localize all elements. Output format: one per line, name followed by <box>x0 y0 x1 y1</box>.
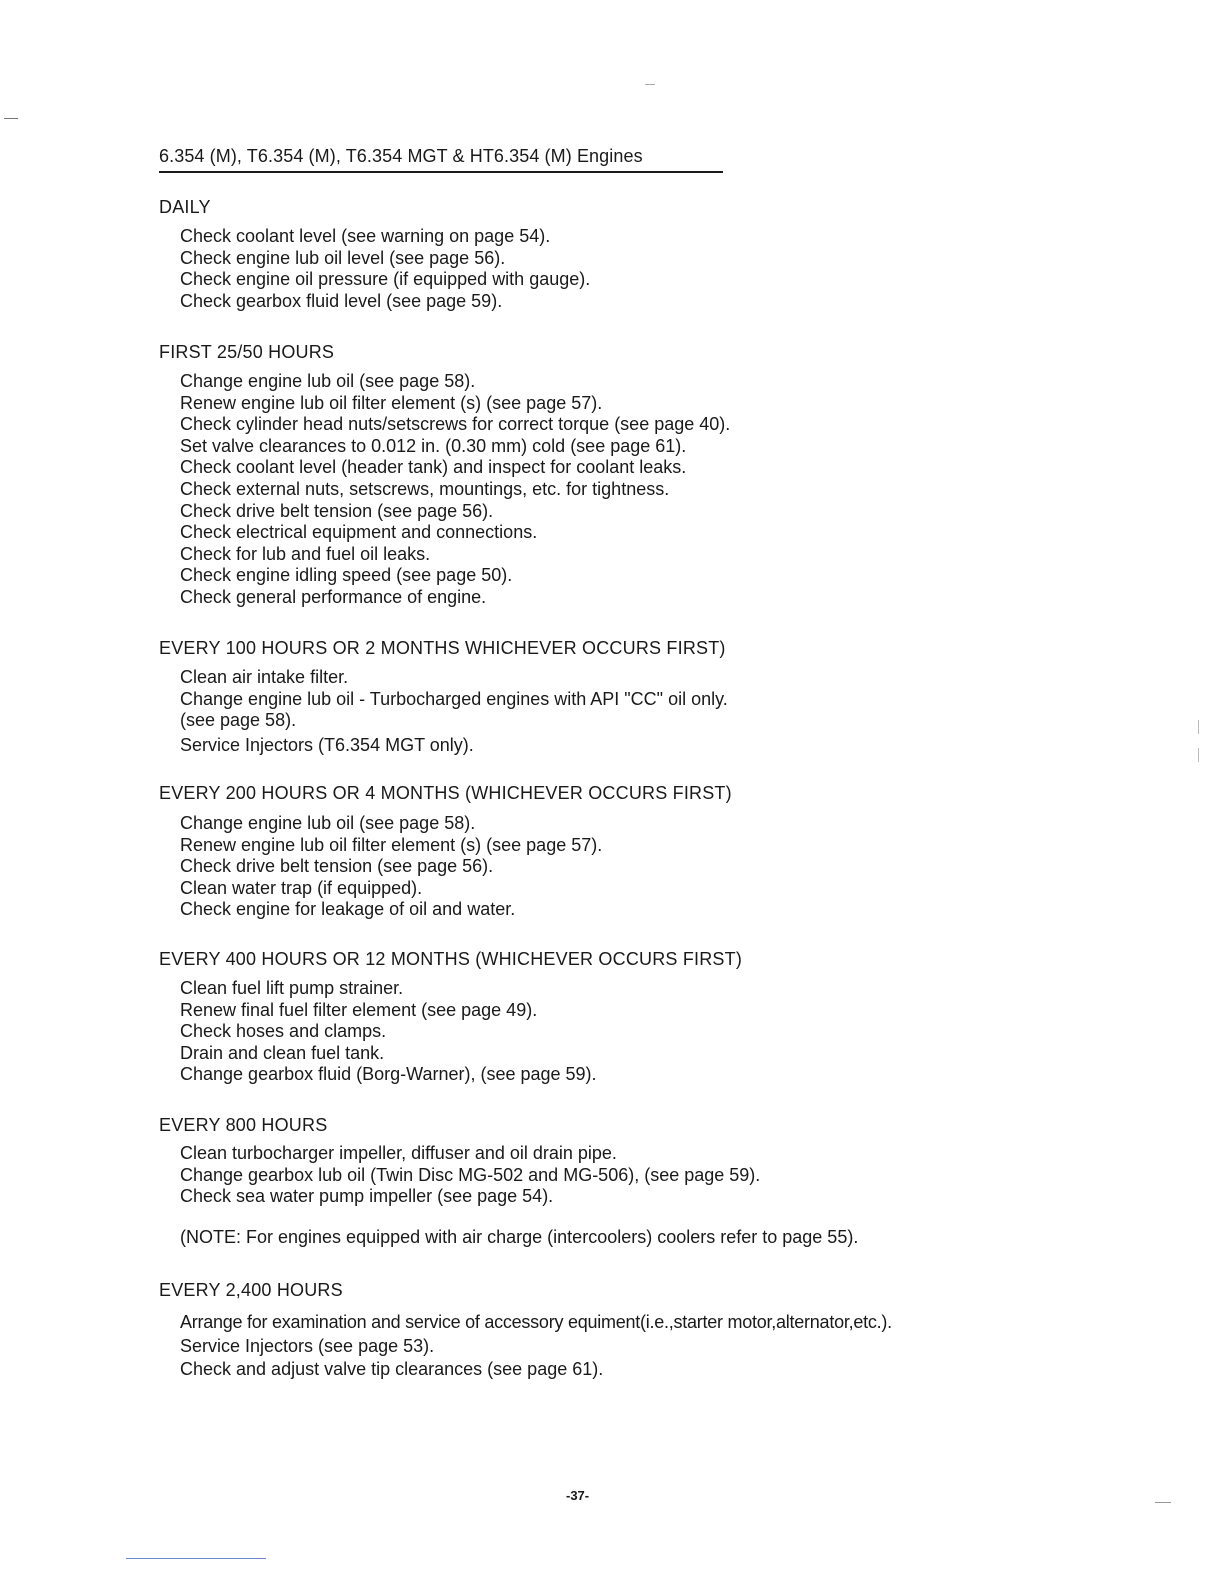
list-item: Check for lub and fuel oil leaks. <box>180 543 431 564</box>
section-list-every-800-hours <box>180 1143 760 1208</box>
section-list-daily <box>180 226 590 312</box>
list-item: Check general performance of engine. <box>180 586 487 607</box>
list-item: Drain and clean fuel tank. <box>180 1042 385 1063</box>
list-item: Check cylinder head nuts/setscrews for correct torque (see page 40). <box>180 414 731 435</box>
page-number: -37- <box>566 1488 590 1503</box>
list-item: Arrange for examination and service of accessory equiment(i.e.,starter motor,alternator,etc.). <box>180 1312 892 1332</box>
section-list-every-2400-hours <box>180 1311 892 1382</box>
section-list-every-100-hours <box>180 667 728 756</box>
list-item: Check coolant level (see warning on page 54). <box>180 226 551 246</box>
list-item: Renew engine lub oil filter element (s) (see page 57). <box>180 392 603 413</box>
list-item: Check engine lub oil level (see page 56). <box>180 247 506 268</box>
list-item: Check coolant level (header tank) and inspect for coolant leaks. <box>180 457 687 478</box>
scan-artifact <box>4 118 18 119</box>
scan-artifact <box>1155 1502 1171 1503</box>
list-item: Check drive belt tension (see page 56). <box>180 856 494 877</box>
section-list-first-25-50-hours <box>180 371 730 609</box>
list-item: Check engine for leakage of oil and water. <box>180 899 516 920</box>
list-item: (see page 58). <box>180 710 297 731</box>
list-item: Change gearbox lub oil (Twin Disc MG-502 and MG-506), (see page 59). <box>180 1164 761 1185</box>
list-item: Service Injectors (see page 53). <box>180 1335 435 1356</box>
list-item: Clean air intake filter. <box>180 667 349 687</box>
section-heading-every-400-hours: EVERY 400 HOURS OR 12 MONTHS (WHICHEVER OCCURS FIRST) <box>159 949 743 969</box>
section-heading-every-2400-hours: EVERY 2,400 HOURS <box>159 1280 343 1300</box>
title-underline <box>159 171 723 173</box>
footer-rule <box>126 1558 266 1559</box>
scan-artifact <box>1198 748 1199 762</box>
page-title: 6.354 (M), T6.354 (M), T6.354 MGT & HT6.354 (M) Engines <box>159 146 643 166</box>
list-item: Check gearbox fluid level (see page 59). <box>180 290 503 311</box>
list-item: Check drive belt tension (see page 56). <box>180 500 494 521</box>
list-item: Check sea water pump impeller (see page 54). <box>180 1186 554 1207</box>
section-heading-every-100-hours: EVERY 100 HOURS OR 2 MONTHS WHICHEVER OCCURS FIRST) <box>159 638 726 658</box>
list-item: Check engine idling speed (see page 50). <box>180 565 513 586</box>
list-item: Renew engine lub oil filter element (s) (see page 57). <box>180 834 603 855</box>
list-item: Renew final fuel filter element (see page 49). <box>180 999 538 1020</box>
list-item: Change engine lub oil (see page 58). <box>180 813 476 833</box>
list-item: Set valve clearances to 0.012 in. (0.30 mm) cold (see page 61). <box>180 435 687 456</box>
section-heading-first-25-50-hours: FIRST 25/50 HOURS <box>159 342 335 362</box>
list-item: Change engine lub oil (see page 58). <box>180 371 476 391</box>
list-item: Clean water trap (if equipped). <box>180 877 423 898</box>
section-list-every-400-hours <box>180 978 597 1086</box>
intercooler-note: (NOTE: For engines equipped with air charge (intercoolers) coolers refer to page 55). <box>180 1227 859 1247</box>
list-item: Clean fuel lift pump strainer. <box>180 978 404 998</box>
section-heading-daily: DAILY <box>159 197 211 217</box>
scan-artifact <box>645 84 655 85</box>
list-item: Check engine oil pressure (if equipped with gauge). <box>180 269 591 290</box>
list-item: Check and adjust valve tip clearances (see page 61). <box>180 1359 604 1379</box>
scan-artifact <box>1198 720 1199 734</box>
list-item: Clean turbocharger impeller, diffuser and oil drain pipe. <box>180 1143 617 1163</box>
list-item: Check hoses and clamps. <box>180 1021 387 1042</box>
section-heading-every-200-hours: EVERY 200 HOURS OR 4 MONTHS (WHICHEVER OCCURS FIRST) <box>159 783 732 803</box>
list-item: Change engine lub oil - Turbocharged engines with API "CC" oil only. <box>180 688 728 709</box>
section-list-every-200-hours <box>180 813 602 921</box>
section-heading-every-800-hours: EVERY 800 HOURS <box>159 1115 328 1135</box>
list-item: Check external nuts, setscrews, mountings, etc. for tightness. <box>180 478 670 499</box>
list-item: Change gearbox fluid (Borg-Warner), (see page 59). <box>180 1064 597 1085</box>
list-item: Service Injectors (T6.354 MGT only). <box>180 734 474 755</box>
list-item: Check electrical equipment and connections. <box>180 522 538 543</box>
